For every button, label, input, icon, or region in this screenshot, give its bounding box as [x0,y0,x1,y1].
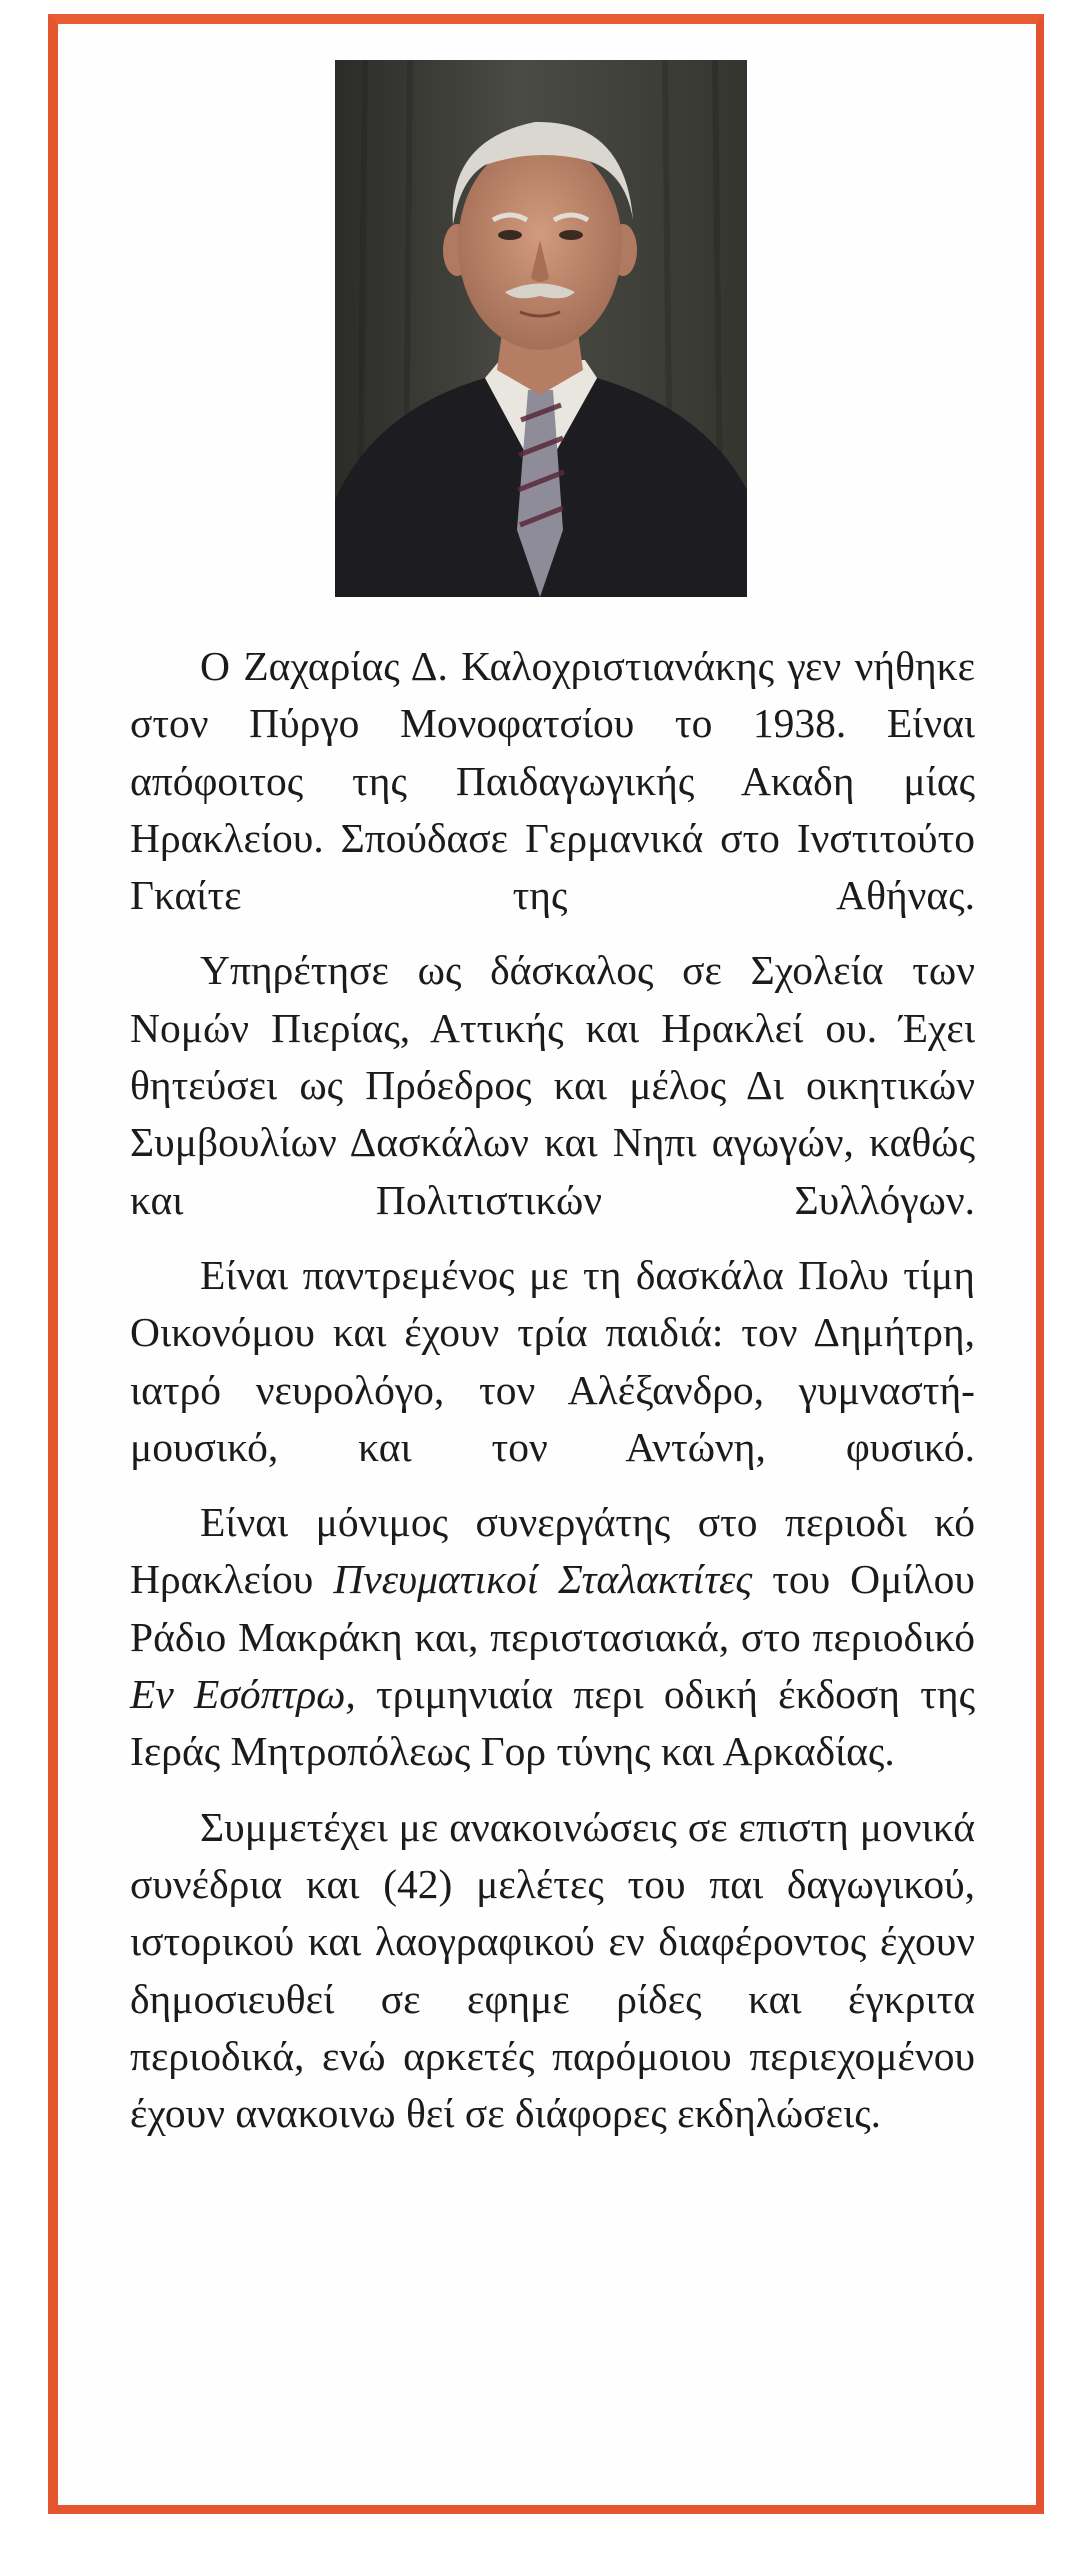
bio-line: Συμμετέχει με ανακοινώσεις σε επιστη [200,1803,849,1850]
bio-line: Υπηρέτησε ως δάσκαλος σε Σχολεία [200,947,884,994]
bio-paragraph-family [130,1247,975,1476]
bio-paragraph-periodicals [130,1494,975,1780]
bio-line: τριμηνιαία περι [355,1671,644,1718]
bio-line: στο περιοδικό [740,1613,975,1660]
bio-line: Είναι απόφοιτος της Παιδαγωγικής Ακαδη [130,700,975,804]
bio-line: Ινστιτούτο Γκαίτε της Αθήνας. [130,814,975,919]
bio-line: Δημήτρη, ιατρό νευρολόγο, τον Αλέξανδρο, [130,1309,975,1413]
bio-line: του [752,1556,831,1603]
biography-text [130,638,975,2160]
bio-line: γυμναστή-μουσικό, και τον Αντώνη, φυσικό. [130,1366,975,1470]
bio-line: παρόμοιου περιεχομένου έχουν ανακοινω [130,2032,976,2137]
bio-paragraph-publications [130,1799,975,2143]
bio-line: τύνης και Αρκαδίας. [556,1728,895,1775]
bio-line: Είναι μόνιμος συνεργάτης στο περιοδι [200,1499,907,1546]
bio-line: ου. Έχει θητεύσει ως Πρόεδρος και μέλος Δι [130,1004,976,1109]
bio-line: νήθηκε στον Πύργο Μονοφατσίου το 1938. [130,643,975,747]
bio-line: Ο Ζαχαρίας Δ. Καλοχριστιανάκης γεν [200,643,842,689]
bio-line: κό Ηρακλείου [130,1499,976,1603]
bio-paragraph-career [130,942,975,1228]
portrait-photo-icon [335,60,747,597]
bio-line: μίας Ηρακλείου. Σπούδασε Γερμανικά στο [130,757,975,861]
portrait-photo [335,60,747,597]
bio-line: διαφέροντος έχουν δημοσιευθεί σε εφημε [130,1918,976,2022]
bio-line: αγωγών, καθώς και Πολιτιστικών Συλλόγων. [130,1119,976,1223]
bio-line: Ομίλου Ράδιο Μακράκη και, περιστασιακά, [130,1556,975,1660]
bio-line: οικητικών Συμβουλίων Δασκάλων και Νηπι [130,1062,975,1166]
bio-line: Είναι παντρεμένος με τη δασκάλα Πολυ [200,1251,889,1298]
bio-line: θεί σε διάφορες εκδηλώσεις. [406,2090,882,2137]
bio-line: δαγωγικού, ιστορικού και λαογραφικού εν [130,1860,975,1965]
bio-line: ρίδες και έγκριτα περιοδικά, ενώ αρκετές [130,1975,976,2079]
bio-paragraph-birth-education [130,638,975,924]
bio-line: των Νομών Πιερίας, Αττικής και Ηρακλεί [130,947,976,1051]
periodical-title: Εν Εσόπτρω, [130,1671,356,1718]
periodical-title: Πνευματικοί Σταλακτίτες [333,1556,753,1603]
bio-line: οδική έκδοση της Ιεράς Μητροπόλεως Γορ [130,1671,976,1775]
bio-line: μονικά συνέδρια και (42) μελέτες του παι [130,1803,975,1907]
bio-line: τίμη Οικονόμου και έχουν τρία παιδιά: τον [130,1251,975,1356]
